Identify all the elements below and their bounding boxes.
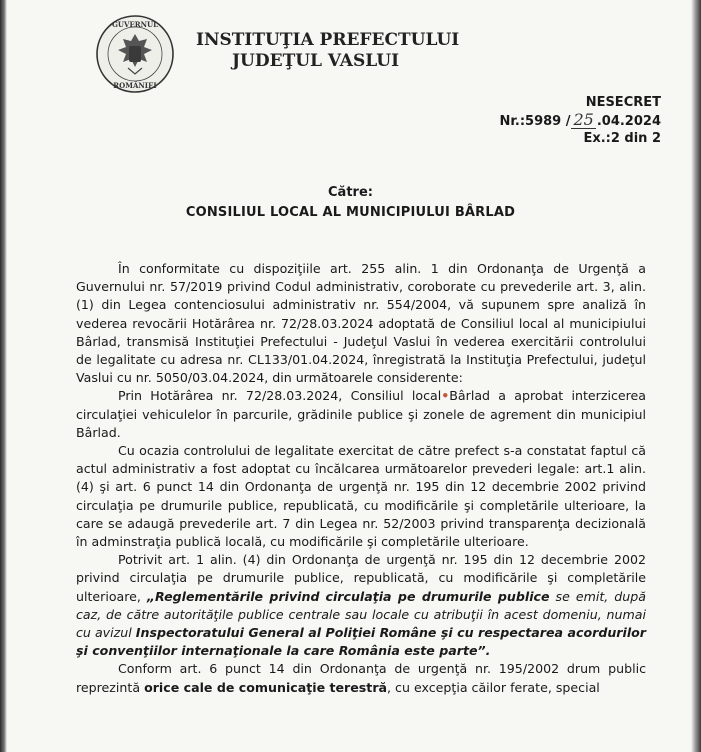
institution-name: INSTITUŢIA PREFECTULUI [196,30,460,50]
paragraph-2-text-a: Prin Hotărârea nr. 72/28.03.2024, Consiliul local [118,388,442,404]
paragraph-5 [76,660,646,696]
paragraph-4-intro: Potrivit art. 1 alin. (4) din Ordonanţa de urgenţă nr. 195 din 12 decembrie 2002 privind circulaţia pe drumurile publice, republicată, cu modificările şi completările ulterioare, [76,552,646,604]
seal-text-bottom: ROMÂNIEI [113,81,157,90]
government-seal-logo [95,14,175,94]
letter-body [76,260,646,697]
paragraph-2-text-b: Bârlad a aprobat interzicerea circulaţiei vehiculelor în parcurile, grădinile publice şi zonele de agrement din municipiul Bârlad. [76,388,647,440]
quote-part-b: circulaţia pe drumurile publice [325,588,550,604]
classification-label: NESECRET [585,95,661,110]
scan-edge-right [691,0,701,752]
paragraph-5-text-b: , cu excepţia căilor ferate, special [387,679,600,695]
registration-number-prefix: Nr.:5989 / [499,114,571,129]
paragraph-1: În conformitate cu dispoziţiile art. 255 alin. 1 din Ordonanţa de Urgenţă a Guvernului nr. 57/2019 privind Codul administrativ, coroborate cu prevederile art. 3, alin. (1) din Legea contenciosului administrativ nr. 554/2004, vă supunem spre analiză în vederea revocării Hotărârea nr. 72/28.03.2024 adoptată de Consiliul local al municipiului Bârlad, transmisă Instituţiei Prefectului - Judeţul Vaslui în vederea exercitării controlului de legalitate cu adresa nr. CL133/01.04.2024, înregistrată la Instituţia Prefectului, judeţul Vaslui cu nr. 5050/03.04.2024, din următoarele considerente: [76,261,646,386]
quote-part-a: „Reglementările privind [146,588,320,604]
recipient-name: CONSILIUL LOCAL AL MUNICIPIULUI BÂRLAD [185,205,516,220]
registration-number [499,111,661,130]
registration-number-suffix: .04.2024 [596,114,661,129]
recipient-block [0,183,701,223]
institution-county: JUDEŢUL VASLUI [232,51,400,71]
classification-block [499,94,661,147]
registration-day-handwritten: 25 [573,110,594,129]
quote-end: ”. [477,643,491,659]
quote-part-c: se emit, după caz, de către autorităţile publice centrale sau locale cu atribuţii în acest domeniu, numai cu avizul [76,588,646,641]
institution-header [196,30,459,72]
paragraph-4 [76,551,646,660]
exemplar-number: Ex.:2 din 2 [583,131,661,146]
scan-edge-left [0,0,7,752]
ink-mark: • [441,388,450,404]
recipient-label: Către: [328,185,373,200]
paragraph-3: Cu ocazia controlului de legalitate exercitat de către prefect s-a constatat faptul că actul administrativ a fost adoptat cu încălcarea următoarelor prevederi legale: art.1 alin. (4) şi art. 6 punct 14 din Ordonanţa de urgenţă nr. 195 din 12 decembrie 2002 privind circulaţia pe drumurile publice, republicată, cu modificările şi completările ulterioare, la care se adaugă prevederile art. 7 din Legea nr. 52/2003 privind transparenţa decizională în adminstraţia publică locală, cu modificările şi completările ulterioare. [76,443,646,550]
quote-part-d: Inspectoratului General al Poliţiei Române şi cu respectarea acordurilor şi convenţiilor internaţionale la care România este parte [76,625,647,659]
seal-text-top: GUVERNUL [111,20,159,29]
paragraph-2 [76,387,646,442]
paragraph-5-text-a: Conform art. 6 punct 14 din Ordonanţa de urgenţă nr. 195/2002 drum public reprezintă [76,661,646,695]
paragraph-5-bold: orice cale de comunicaţie terestră [144,679,388,695]
